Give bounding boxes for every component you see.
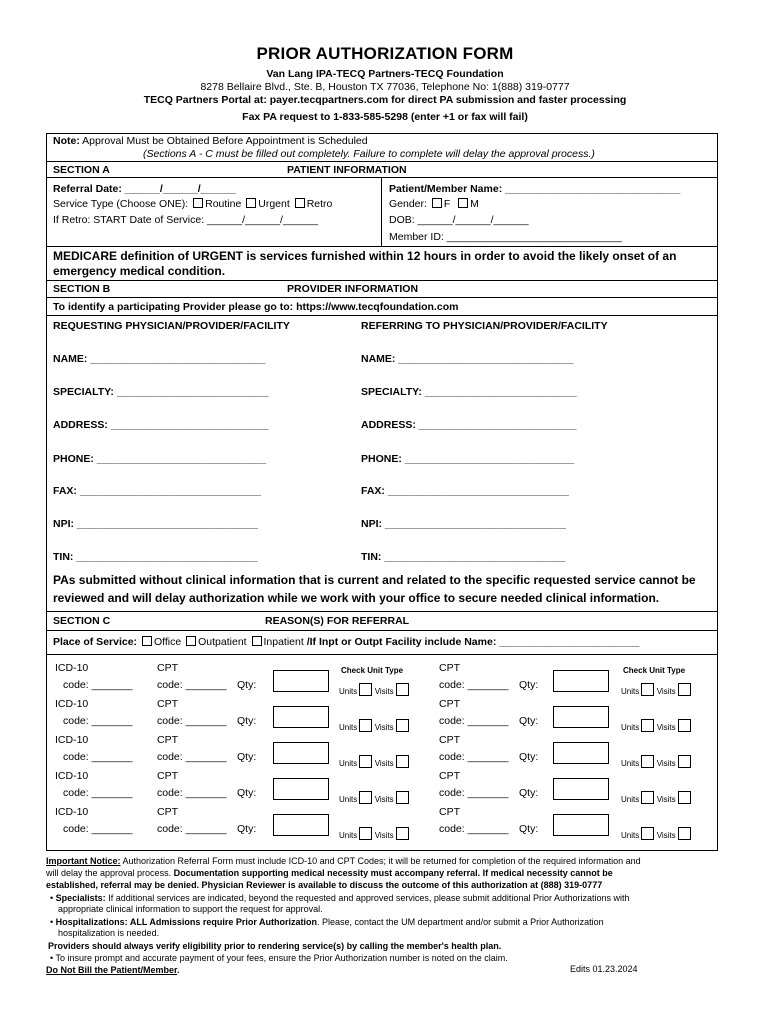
req-tin-field[interactable]: TIN: _______________________________ [53, 551, 258, 563]
ref-specialty-field[interactable]: SPECIALTY: __________________________ [361, 386, 577, 398]
icd-code-field[interactable]: code: _______ [63, 823, 133, 835]
units-option: Units Visits [621, 791, 691, 804]
cpt-label: CPT [157, 770, 178, 782]
section-a-title: PATIENT INFORMATION [287, 164, 407, 176]
units-checkbox[interactable] [641, 719, 654, 732]
clinical-note-line1: PAs submitted without clinical information that is current and related to the specific requested service cannot be [53, 573, 696, 587]
units-checkbox[interactable] [359, 755, 372, 768]
ref-fax-field[interactable]: FAX: _______________________________ [361, 485, 569, 497]
service-type-row: Service Type (Choose ONE): Routine Urgent Retro [53, 198, 333, 210]
cpt-code-field[interactable]: code: _______ [157, 787, 227, 799]
qty-label: Qty: [519, 715, 539, 727]
cpt-code-field[interactable]: code: _______ [157, 823, 227, 835]
qty-label: Qty: [519, 787, 539, 799]
urgent-checkbox[interactable] [246, 198, 256, 208]
place-of-service-row: Place of Service: Office Outpatient Inpatient /If Inpt or Outpt Facility include Name: ________________________ [53, 636, 640, 648]
section-a-label: SECTION A [53, 164, 110, 176]
ref-name-field[interactable]: NAME: ______________________________ [361, 353, 574, 365]
gender-m-checkbox[interactable] [458, 198, 468, 208]
inpatient-checkbox[interactable] [252, 636, 262, 646]
clinical-note-line2: reviewed and will delay authorization while we work with your office to secure needed clinical information. [53, 591, 660, 605]
gender-row: Gender: F M [389, 198, 479, 210]
req-fax-field[interactable]: FAX: _______________________________ [53, 485, 261, 497]
icd-label: ICD-10 [55, 662, 89, 674]
visits-checkbox[interactable] [678, 827, 691, 840]
section-c-label: SECTION C [53, 615, 111, 627]
hospitalizations-note: • Hospitalizations: ALL Admissions require Prior Authorization. Please, contact the UM department and/or submit a Prior Authorization [50, 917, 604, 927]
important-notice: Important Notice: Authorization Referral Form must include ICD-10 and CPT Codes; it will be returned for completion of the required information and [46, 856, 641, 866]
icd-code-field[interactable]: code: _______ [63, 787, 133, 799]
units-option: Units Visits [339, 755, 409, 768]
check-unit-type-label: Check Unit Type [623, 666, 686, 675]
units-option: Units Visits [621, 827, 691, 840]
portal-info: TECQ Partners Portal at: payer.tecqpartners.com for direct PA submission and faster processing [143, 94, 627, 106]
note-italic: (Sections A - C must be filled out completely. Failure to complete will delay the approval process.) [143, 148, 595, 160]
qty-label: Qty: [237, 823, 257, 835]
do-not-bill: Do Not Bill the Patient/Member. [46, 965, 180, 975]
icd-label: ICD-10 [55, 734, 89, 746]
ref-npi-field[interactable]: NPI: _______________________________ [361, 518, 566, 530]
qty-input[interactable] [553, 814, 609, 836]
icd-code-field[interactable]: code: _______ [63, 751, 133, 763]
icd-label: ICD-10 [55, 698, 89, 710]
cpt-label: CPT [439, 770, 460, 782]
ref-address-field[interactable]: ADDRESS: ___________________________ [361, 419, 577, 431]
medicare-line1: MEDICARE definition of URGENT is services furnished within 12 hours in order to avoid the likely onset of an [53, 249, 677, 263]
ref-tin-field[interactable]: TIN: _______________________________ [361, 551, 566, 563]
cpt-code-field[interactable]: code: _______ [439, 679, 509, 691]
units-checkbox[interactable] [359, 827, 372, 840]
form-title: PRIOR AUTHORIZATION FORM [256, 44, 514, 63]
dob-field[interactable]: DOB: ______/______/______ [389, 214, 529, 226]
units-option: Units Visits [621, 719, 691, 732]
cpt-code-field[interactable]: code: _______ [439, 823, 509, 835]
cpt-label: CPT [439, 806, 460, 818]
ref-phone-field[interactable]: PHONE: _____________________________ [361, 453, 575, 465]
verify-note: Providers should always verify eligibility prior to rendering service(s) by calling the member's health plan. [48, 941, 502, 951]
cpt-label: CPT [157, 698, 178, 710]
qty-input[interactable] [553, 670, 609, 692]
qty-input[interactable] [273, 706, 329, 728]
req-name-field[interactable]: NAME: ______________________________ [53, 353, 266, 365]
units-option: Units Visits [339, 791, 409, 804]
section-b-label: SECTION B [53, 283, 111, 295]
outpatient-checkbox[interactable] [186, 636, 196, 646]
visits-checkbox[interactable] [396, 791, 409, 804]
cpt-code-field[interactable]: code: _______ [157, 751, 227, 763]
cpt-code-field[interactable]: code: _______ [439, 751, 509, 763]
cpt-label: CPT [157, 806, 178, 818]
cpt-code-field[interactable]: code: _______ [439, 787, 509, 799]
units-checkbox[interactable] [641, 791, 654, 804]
cpt-label: CPT [439, 734, 460, 746]
facility-name-field[interactable]: /If Inpt or Outpt Facility include Name: ________________________ [306, 636, 640, 648]
units-option: Units Visits [339, 827, 409, 840]
qty-input[interactable] [273, 742, 329, 764]
visits-checkbox[interactable] [396, 755, 409, 768]
icd-code-field[interactable]: code: _______ [63, 679, 133, 691]
qty-label: Qty: [237, 679, 257, 691]
visits-checkbox[interactable] [396, 683, 409, 696]
qty-label: Qty: [519, 823, 539, 835]
units-checkbox[interactable] [641, 827, 654, 840]
qty-label: Qty: [237, 787, 257, 799]
patient-name-field[interactable]: Patient/Member Name: ______________________________ [389, 183, 681, 195]
edits-date: Edits 01.23.2024 [570, 964, 638, 974]
gender-f-checkbox[interactable] [432, 198, 442, 208]
specialists-note-2: appropriate clinical information to support the request for approval. [58, 904, 323, 914]
qty-input[interactable] [553, 778, 609, 800]
visits-checkbox[interactable] [396, 827, 409, 840]
icd-label: ICD-10 [55, 770, 89, 782]
units-option: Units Visits [339, 683, 409, 696]
qty-input[interactable] [553, 706, 609, 728]
section-c-title: REASON(S) FOR REFERRAL [265, 615, 410, 627]
cpt-label: CPT [157, 734, 178, 746]
visits-checkbox[interactable] [396, 719, 409, 732]
section-b-title: PROVIDER INFORMATION [287, 283, 419, 295]
provider-lookup: To identify a participating Provider please go to: https://www.tecqfoundation.com [53, 301, 459, 313]
qty-input[interactable] [273, 778, 329, 800]
retro-start-date-field[interactable]: If Retro: START Date of Service: ______/______/______ [53, 214, 319, 226]
cpt-code-field[interactable]: code: _______ [157, 715, 227, 727]
units-option: Units Visits [621, 683, 691, 696]
visits-checkbox[interactable] [678, 683, 691, 696]
qty-label: Qty: [519, 751, 539, 763]
visits-checkbox[interactable] [678, 755, 691, 768]
units-checkbox[interactable] [641, 755, 654, 768]
notice-line3: established, referral may be denied. Physician Reviewer is available to discuss the outcome of this authorization at (888) 319-0777 [46, 880, 603, 890]
qty-input[interactable] [553, 742, 609, 764]
units-checkbox[interactable] [359, 791, 372, 804]
qty-input[interactable] [273, 814, 329, 836]
member-id-field[interactable]: Member ID: ______________________________ [389, 231, 622, 243]
visits-checkbox[interactable] [678, 791, 691, 804]
units-option: Units Visits [621, 755, 691, 768]
note-line: Note: Approval Must be Obtained Before Appointment is Scheduled [53, 135, 368, 147]
routine-checkbox[interactable] [193, 198, 203, 208]
units-option: Units Visits [339, 719, 409, 732]
retro-checkbox[interactable] [295, 198, 305, 208]
units-checkbox[interactable] [359, 683, 372, 696]
hospitalizations-note-2: hospitalization is needed. [58, 928, 160, 938]
referring-heading: REFERRING TO PHYSICIAN/PROVIDER/FACILITY [361, 320, 608, 332]
req-specialty-field[interactable]: SPECIALTY: __________________________ [53, 386, 269, 398]
icd-code-field[interactable]: code: _______ [63, 715, 133, 727]
cpt-label: CPT [439, 662, 460, 674]
icd-label: ICD-10 [55, 806, 89, 818]
org-name: Van Lang IPA-TECQ Partners-TECQ Foundation [266, 68, 504, 80]
req-npi-field[interactable]: NPI: _______________________________ [53, 518, 258, 530]
medicare-line2: emergency medical condition. [53, 264, 226, 278]
units-checkbox[interactable] [641, 683, 654, 696]
qty-label: Qty: [237, 751, 257, 763]
units-checkbox[interactable] [359, 719, 372, 732]
insure-note: • To insure prompt and accurate payment of your fees, ensure the Prior Authorization number is noted on the claim. [50, 953, 508, 963]
check-unit-type-label: Check Unit Type [341, 666, 404, 675]
cpt-label: CPT [439, 698, 460, 710]
cpt-label: CPT [157, 662, 178, 674]
cpt-code-field[interactable]: code: _______ [157, 679, 227, 691]
qty-label: Qty: [519, 679, 539, 691]
specialists-note: • Specialists: If additional services are indicated, beyond the requested and approved services, please submit additional Prior Authorizations with [50, 893, 630, 903]
qty-label: Qty: [237, 715, 257, 727]
office-checkbox[interactable] [142, 636, 152, 646]
form-frame [46, 133, 718, 851]
qty-input[interactable] [273, 670, 329, 692]
visits-checkbox[interactable] [678, 719, 691, 732]
referral-date-field[interactable]: Referral Date: ______/______/______ [53, 183, 236, 195]
org-address: 8278 Bellaire Blvd., Ste. B, Houston TX 77036, Telephone No: 1(888) 319-0777 [200, 81, 570, 93]
fax-info: Fax PA request to 1-833-585-5298 (enter +1 or fax will fail) [242, 111, 528, 123]
req-phone-field[interactable]: PHONE: _____________________________ [53, 453, 267, 465]
notice-line2: will delay the approval process. Documentation supporting medical necessity must accompany referral. If medical necessity cannot be [46, 868, 613, 878]
cpt-code-field[interactable]: code: _______ [439, 715, 509, 727]
requesting-heading: REQUESTING PHYSICIAN/PROVIDER/FACILITY [53, 320, 290, 332]
req-address-field[interactable]: ADDRESS: ___________________________ [53, 419, 269, 431]
